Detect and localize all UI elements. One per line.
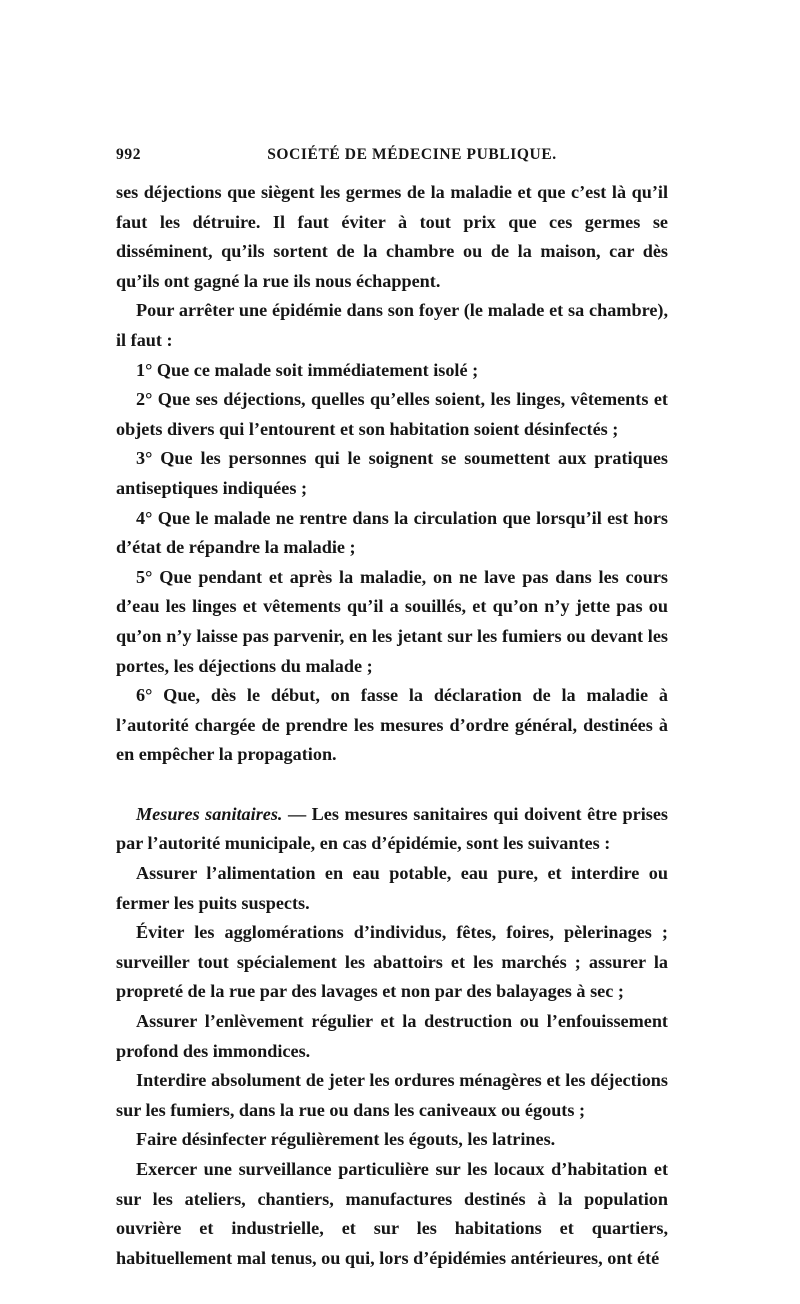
page-number: 992 xyxy=(116,146,142,163)
measure-item: Faire désinfecter régulièrement les égouts, les latrines. xyxy=(136,1129,556,1150)
section-intro: — Les mesures sanitaires qui doivent être prises par l’autorité municipale, en cas d’épidémie, sont les suivantes : xyxy=(116,803,668,854)
section-paragraph xyxy=(116,800,668,859)
list-item: 3° Que les personnes qui le soignent se soumettent aux pratiques antiseptiques indiquées ; xyxy=(116,448,668,498)
paragraph: ses déjections que siègent les germes de la maladie et que c’est là qu’il faut les détruire. Il faut éviter à tout prix que ces germes se disséminent, qu’ils sortent de la chambre ou de la maison, car dès qu’ils ont gagné la rue ils nous échappent. xyxy=(116,182,668,291)
list-item: 2° Que ses déjections, quelles qu’elles soient, les linges, vêtements et objets divers qui l’entourent et son habitation soient désinfectés ; xyxy=(116,389,668,439)
body-text xyxy=(116,178,668,1273)
running-title: SOCIÉTÉ DE MÉDECINE PUBLIQUE. xyxy=(267,146,557,163)
measure-item: Éviter les agglomérations d’individus, fêtes, foires, pèlerinages ; surveiller tout spécialement les abattoirs et les marchés ; assurer la propreté de la rue par des lavages et non par des balayages à sec ; xyxy=(116,922,668,1002)
paragraph: Pour arrêter une épidémie dans son foyer (le malade et sa chambre), il faut : xyxy=(116,300,668,350)
running-header xyxy=(116,146,668,172)
list-item: 4° Que le malade ne rentre dans la circulation que lorsqu’il est hors d’état de répandre la maladie ; xyxy=(116,507,668,558)
measure-item: Assurer l’enlèvement régulier et la destruction ou l’enfouissement profond des immondices. xyxy=(116,1011,668,1061)
section-heading: Mesures sanitaires. xyxy=(136,803,283,824)
measure-item: Assurer l’alimentation en eau potable, eau pure, et interdire ou fermer les puits suspects. xyxy=(116,863,668,913)
measure-item: Interdire absolument de jeter les ordures ménagères et les déjections sur les fumiers, dans la rue ou dans les caniveaux ou égouts ; xyxy=(116,1070,668,1120)
list-item: 6° Que, dès le début, on fasse la déclaration de la maladie à l’autorité chargée de prendre les mesures d’ordre général, destinées à en empêcher la propagation. xyxy=(116,685,668,765)
measure-item: Exercer une surveillance particulière sur les locaux d’habitation et sur les ateliers, chantiers, manufactures destinés à la population ouvrière et industrielle, et sur les habitations et quartiers, habituellement mal tenus, ou qui, lors d’épidémies antérieures, ont été xyxy=(116,1159,668,1268)
list-item: 5° Que pendant et après la maladie, on ne lave pas dans les cours d’eau les linges et vêtements qu’il a souillés, et qu’on n’y jette pas ou qu’on n’y laisse pas parvenir, en les jetant sur les fumiers ou devant les portes, les déjections du malade ; xyxy=(116,566,668,676)
list-item: 1° Que ce malade soit immédiatement isolé ; xyxy=(136,359,479,380)
